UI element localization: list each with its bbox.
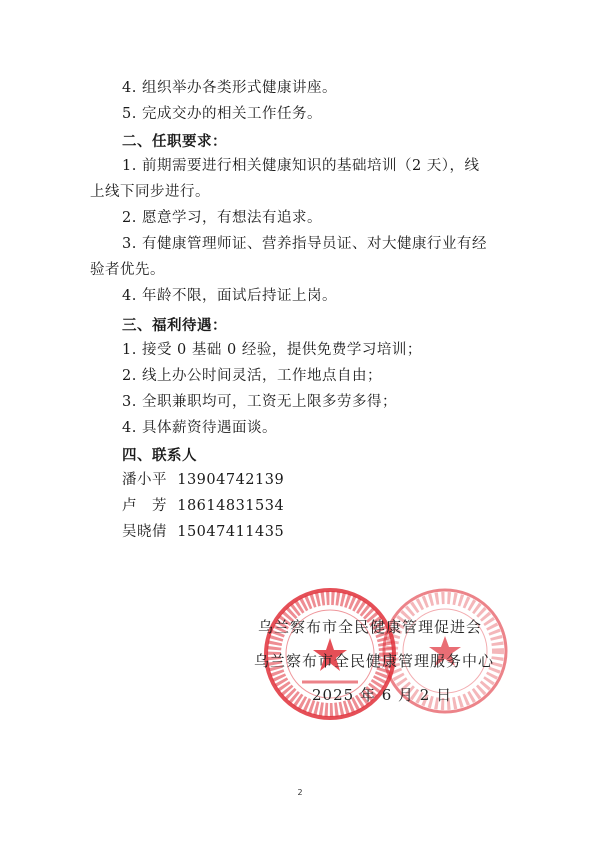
contact-row (122, 470, 284, 490)
signature-date: 2025 年 6 月 2 日 (312, 686, 453, 704)
benefit-item-1: 1. 接受 0 基础 0 经验，提供免费学习培训； (122, 342, 422, 358)
benefit-item-3: 3. 全职兼职均可，工资无上限多劳多得； (122, 394, 397, 410)
duty-item-5: 5. 完成交办的相关工作任务。 (122, 106, 322, 122)
contact-phone: 18614831534 (177, 498, 285, 514)
duty-item-4: 4. 组织举办各类形式健康讲座。 (122, 80, 337, 96)
requirement-item-2: 2. 愿意学习，有想法有追求。 (122, 210, 322, 226)
requirements-heading: 二、任职要求： (122, 134, 227, 150)
contacts-heading: 四、联系人 (122, 448, 197, 464)
requirement-item-3-line2: 验者优先。 (90, 262, 165, 278)
contact-row (122, 496, 284, 516)
requirement-item-4: 4. 年龄不限，面试后持证上岗。 (122, 288, 337, 304)
page-number: 2 (297, 788, 303, 797)
benefit-item-2: 2. 线上办公时间灵活，工作地点自由； (122, 368, 382, 384)
requirement-item-1-line1: 1. 前期需要进行相关健康知识的基础培训（2 天），线 (122, 158, 480, 174)
signature-org-1: 乌兰察布市全民健康管理促进会 (258, 618, 483, 636)
signature-org-2: 乌兰察布市全民健康管理服务中心 (254, 652, 495, 670)
benefits-heading: 三、福利待遇： (122, 318, 227, 334)
contact-phone: 13904742139 (177, 472, 285, 488)
contact-phone: 15047411435 (177, 524, 285, 540)
requirement-item-1-line2: 上线下同步进行。 (90, 184, 210, 200)
requirement-item-3-line1: 3. 有健康管理师证、营养指导员证、对大健康行业有经 (122, 236, 487, 252)
contact-row (122, 522, 284, 542)
benefit-item-4: 4. 具体薪资待遇面谈。 (122, 420, 277, 436)
contact-name: 卢 芳 (122, 498, 167, 514)
contact-name: 吴晓倩 (122, 524, 167, 540)
contact-name: 潘小平 (122, 472, 167, 488)
